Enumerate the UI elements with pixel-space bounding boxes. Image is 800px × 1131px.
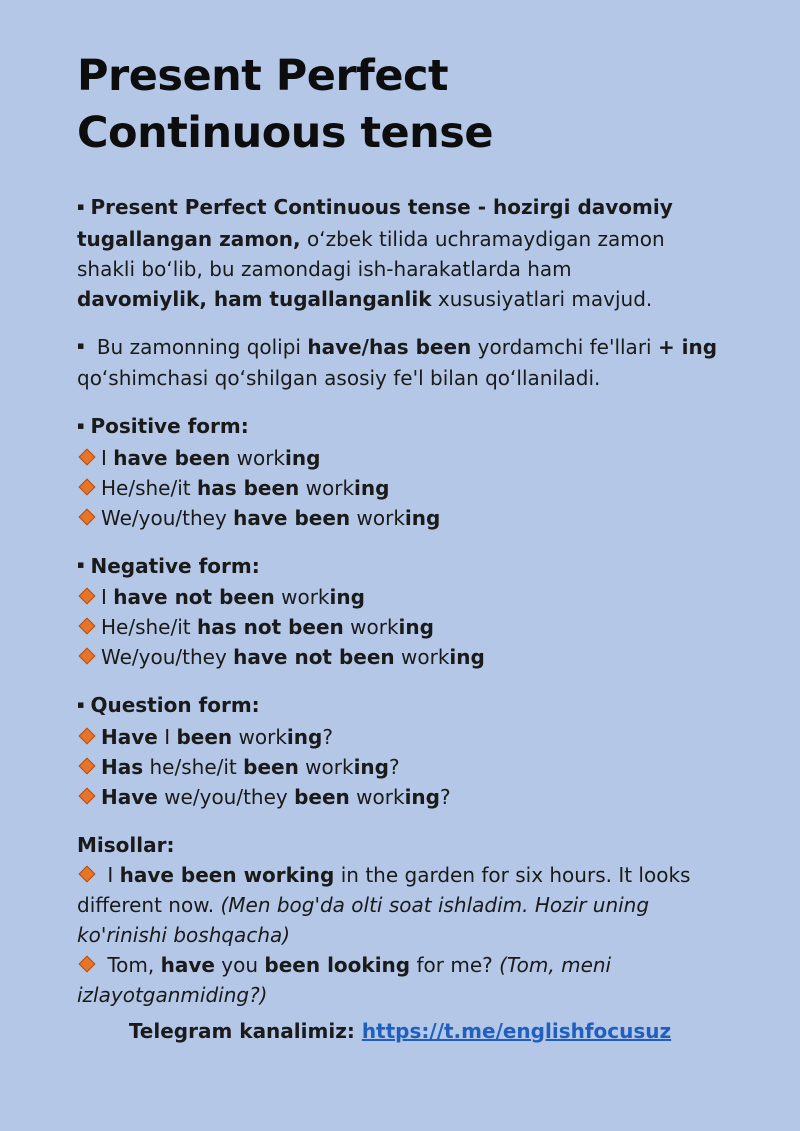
diamond-icon <box>79 787 96 804</box>
text-fragment: have been <box>233 505 351 530</box>
text-fragment: you <box>214 952 265 977</box>
text-fragment: ing <box>449 645 485 669</box>
examples-section <box>77 830 767 1010</box>
formula-text: Bu zamonning qolipi <box>90 334 308 359</box>
example-2 <box>77 950 767 980</box>
question-section <box>77 690 767 812</box>
text-fragment: Have <box>101 784 158 809</box>
text-fragment: work <box>299 475 355 500</box>
formula-paragraph <box>77 332 767 394</box>
bullet-icon: ▪ <box>77 697 85 711</box>
text-fragment: work <box>232 724 287 749</box>
list-item <box>77 612 767 642</box>
text-fragment: have been working <box>119 862 335 887</box>
telegram-link[interactable]: https://t.me/englishfocusuz <box>361 1019 672 1043</box>
text-fragment: Have <box>101 724 158 749</box>
text-fragment: (Men bog'da olti soat ishladim. Hozir uning <box>220 892 650 917</box>
text-fragment: He/she/it <box>101 615 197 639</box>
list-item <box>77 642 767 672</box>
text-fragment: work <box>350 505 405 530</box>
list-item <box>77 752 767 782</box>
example-2-translation <box>77 980 767 1010</box>
text-fragment: have not been <box>233 645 395 669</box>
footer-label: Telegram kanalimiz: <box>128 1019 362 1043</box>
list-item <box>77 582 767 612</box>
bullet-icon: ▪ <box>77 558 85 571</box>
list-item <box>77 443 767 473</box>
text-fragment: ? <box>322 724 333 749</box>
text-fragment: ing <box>285 445 321 470</box>
diamond-icon <box>79 727 96 744</box>
diamond-icon <box>79 955 96 972</box>
text-fragment: have not been <box>113 585 275 609</box>
text-fragment: ing <box>329 585 365 609</box>
text-fragment: ing <box>286 724 323 749</box>
text-fragment: ko'rinishi boshqacha) <box>77 922 291 947</box>
text-fragment: I <box>101 862 120 887</box>
text-fragment: we/you/they <box>157 784 295 809</box>
text-fragment: ing <box>404 784 440 809</box>
negative-heading: Negative form: <box>90 553 260 578</box>
text-fragment: ? <box>439 784 451 809</box>
bullet-icon: ▪ <box>77 339 85 352</box>
text-fragment: has been <box>196 475 300 500</box>
text-fragment: Tom, <box>101 952 161 977</box>
text-fragment: ing <box>353 754 389 779</box>
list-item <box>77 473 767 503</box>
footer <box>0 1016 800 1046</box>
diamond-icon <box>79 478 96 495</box>
text-fragment: izlayotganmiding?) <box>77 982 268 1007</box>
examples-heading: Misollar: <box>77 832 175 857</box>
text-fragment: in the garden for six hours. It looks <box>334 862 691 887</box>
diamond-icon <box>79 648 96 665</box>
text-fragment: I <box>157 724 177 749</box>
text-fragment: (Tom, meni <box>499 952 612 977</box>
text-fragment: ? <box>389 754 400 779</box>
intro-term: Present Perfect Continuous tense - hozirgi davomiy <box>90 195 673 219</box>
positive-heading: Positive form: <box>90 414 249 438</box>
positive-section <box>77 411 767 533</box>
text-fragment: work <box>274 585 330 609</box>
list-item <box>77 722 767 752</box>
content <box>77 192 767 1028</box>
formula-text: yordamchi fe'llari <box>471 334 658 359</box>
title-line-1: Present Perfect <box>77 51 449 101</box>
diamond-icon <box>79 448 96 465</box>
text-fragment: ing <box>354 475 390 500</box>
text-fragment: work <box>230 445 286 470</box>
text-fragment: I <box>101 445 114 470</box>
text-fragment: ing <box>398 615 434 639</box>
formula-text-line2: qoʻshimchasi qoʻshilgan asosiy fe'l bilan qoʻllaniladi. <box>77 366 601 390</box>
text-fragment: work <box>394 645 450 669</box>
intro-text-end: xususiyatlari mavjud. <box>431 286 653 311</box>
text-fragment: been looking <box>264 952 411 977</box>
bullet-icon: ▪ <box>77 418 85 432</box>
text-fragment: have <box>160 952 215 977</box>
text-fragment: has not been <box>196 615 344 639</box>
text-fragment: work <box>343 615 399 639</box>
text-fragment: work <box>349 784 405 809</box>
diamond-icon <box>79 508 96 525</box>
page-title <box>77 48 757 162</box>
intro-paragraph <box>77 192 767 314</box>
diamond-icon <box>79 618 96 635</box>
example-1-translation <box>77 920 767 950</box>
text-fragment: been <box>294 784 350 809</box>
text-fragment: been <box>176 724 233 749</box>
intro-text-line3: shakli boʻlib, bu zamondagi ish-harakatlarda ham <box>77 256 572 281</box>
diamond-icon <box>79 865 96 882</box>
text-fragment: been <box>243 754 299 779</box>
title-line-2: Continuous tense <box>77 108 494 158</box>
intro-term-cont: tugallangan zamon, <box>77 226 301 251</box>
text-fragment: I <box>101 585 114 609</box>
formula-suffix: + ing <box>657 334 718 359</box>
example-1-cont <box>77 890 767 920</box>
text-fragment: he/she/it <box>143 754 244 779</box>
text-fragment: work <box>298 754 354 779</box>
list-item <box>77 503 767 533</box>
diamond-icon <box>79 757 96 774</box>
formula-auxiliary: have/has been <box>307 334 472 359</box>
intro-text: oʻzbek tilida uchramaydigan zamon <box>300 226 665 251</box>
text-fragment: We/you/they <box>101 645 234 669</box>
bullet-icon: ▪ <box>77 199 85 213</box>
list-item <box>77 782 767 812</box>
diamond-icon <box>79 588 96 605</box>
negative-section <box>77 551 767 673</box>
text-fragment: ing <box>404 505 441 530</box>
intro-features: davomiylik, ham tugallanganlik <box>77 286 432 311</box>
text-fragment: He/she/it <box>101 475 197 500</box>
text-fragment: have been <box>113 445 231 470</box>
text-fragment: Has <box>101 754 144 779</box>
text-fragment: We/you/they <box>101 505 234 530</box>
text-fragment: different now. <box>77 892 221 917</box>
example-1 <box>77 860 767 890</box>
question-heading: Question form: <box>90 693 260 717</box>
text-fragment: for me? <box>410 952 500 977</box>
